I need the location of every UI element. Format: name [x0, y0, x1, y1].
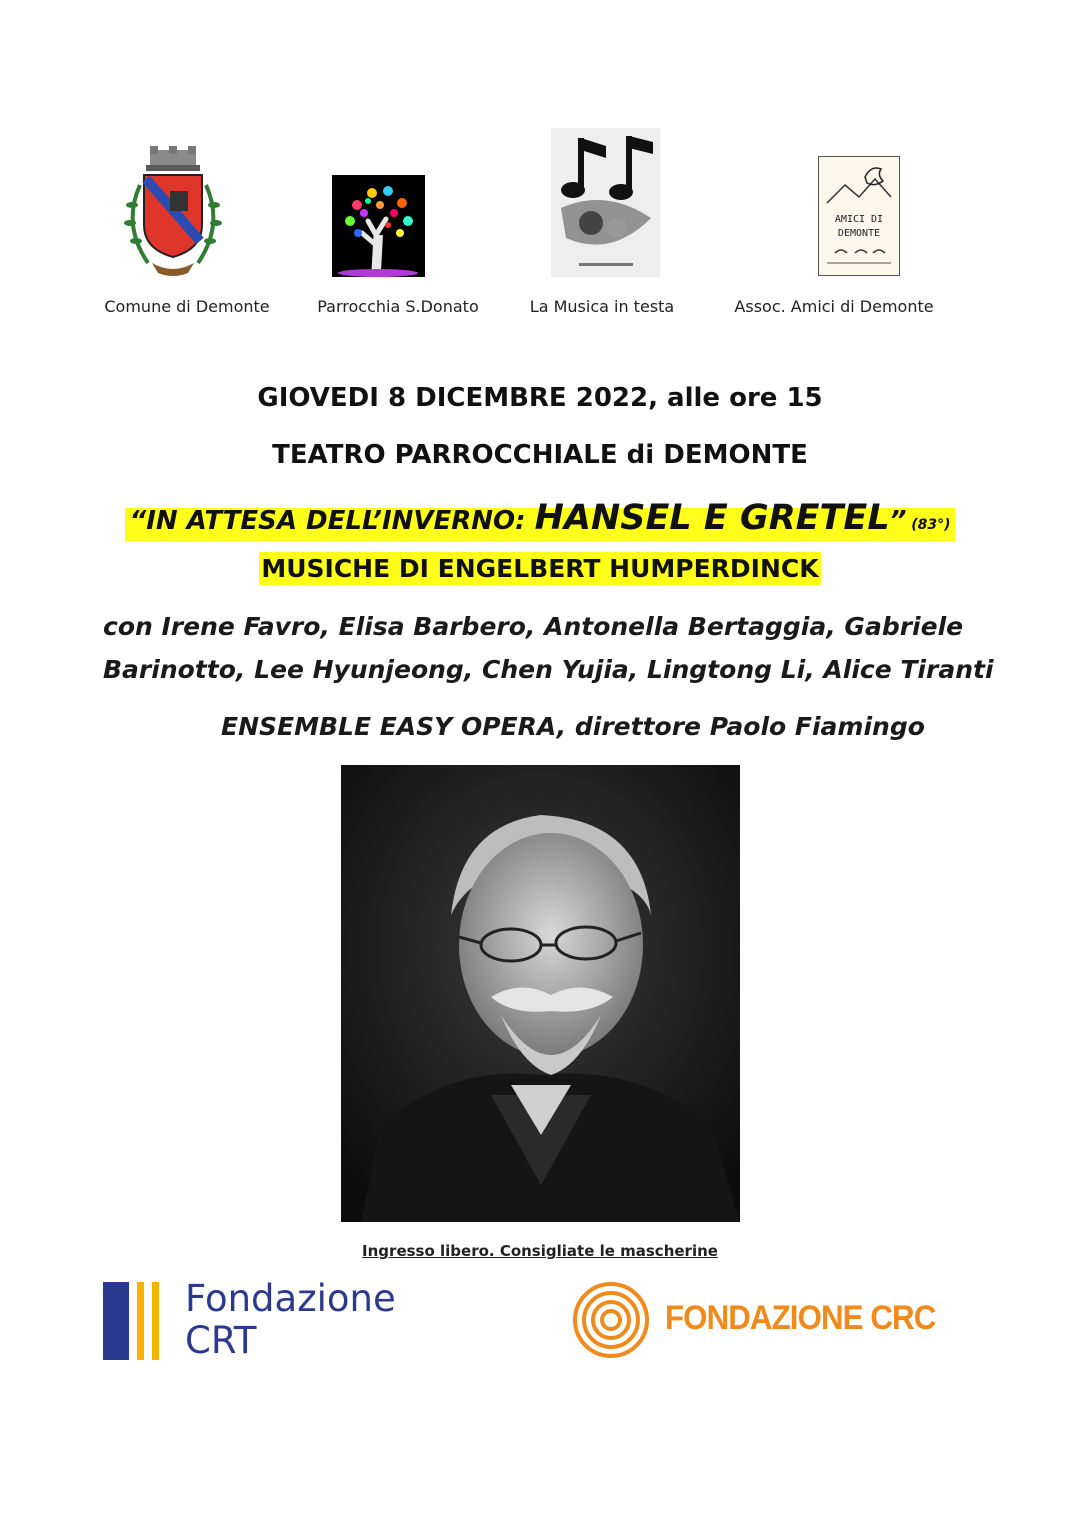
sponsor-logo-musica [551, 128, 660, 277]
composer-portrait [341, 765, 740, 1222]
sponsor-logo-parrocchia [332, 175, 425, 277]
crt-text-line2: CRT [185, 1319, 257, 1362]
title-suffix: ” [889, 506, 907, 536]
cast-line-1: con Irene Favro, Elisa Barbero, Antonella Bertaggia, Gabriele [103, 612, 964, 641]
fondazione-crt-logo [103, 1278, 403, 1362]
sponsor-label-amici: Assoc. Amici di Demonte [734, 297, 934, 316]
crc-rings-icon [567, 1280, 655, 1360]
sponsor-logo-comune [118, 145, 228, 280]
title-highlight [125, 498, 954, 541]
heart-tree-icon [332, 175, 425, 277]
fondazione-crc-logo [567, 1278, 936, 1362]
entry-notice: Ingresso libero. Consigliate le mascherine [362, 1242, 718, 1260]
crt-text-line1: Fondazione [185, 1277, 396, 1320]
music-line-text: MUSICHE DI ENGELBERT HUMPERDINCK [261, 554, 819, 583]
crt-bars-icon [103, 1282, 173, 1360]
ensemble-line: ENSEMBLE EASY OPERA, direttore Paolo Fiamingo [221, 712, 925, 741]
sponsor-label-comune: Comune di Demonte [104, 297, 270, 316]
music-notes-icon [551, 128, 660, 277]
sponsor-label-parrocchia: Parrocchia S.Donato [317, 297, 479, 316]
sponsor-logo-amici [818, 156, 900, 276]
title-main: HANSEL E GRETEL [534, 498, 890, 538]
title-prefix: “IN ATTESA DELL’INVERNO: [129, 506, 535, 536]
event-title [0, 492, 1080, 551]
music-line [0, 552, 1080, 589]
coat-of-arms-icon [118, 145, 228, 280]
crc-text: FONDAZIONE CRC [665, 1299, 936, 1337]
sponsor-label-musica: La Musica in testa [529, 297, 675, 316]
portrait-illustration [341, 765, 740, 1222]
amici-logo-text: AMICI DI DEMONTE [834, 214, 884, 239]
event-venue: TEATRO PARROCCHIALE di DEMONTE [272, 440, 808, 470]
cast-line-2: Barinotto, Lee Hyunjeong, Chen Yujia, Lingtong Li, Alice Tiranti [103, 655, 994, 684]
event-date: GIOVEDI 8 DICEMBRE 2022, alle ore 15 [257, 383, 823, 413]
title-edition: (83°) [906, 517, 951, 533]
